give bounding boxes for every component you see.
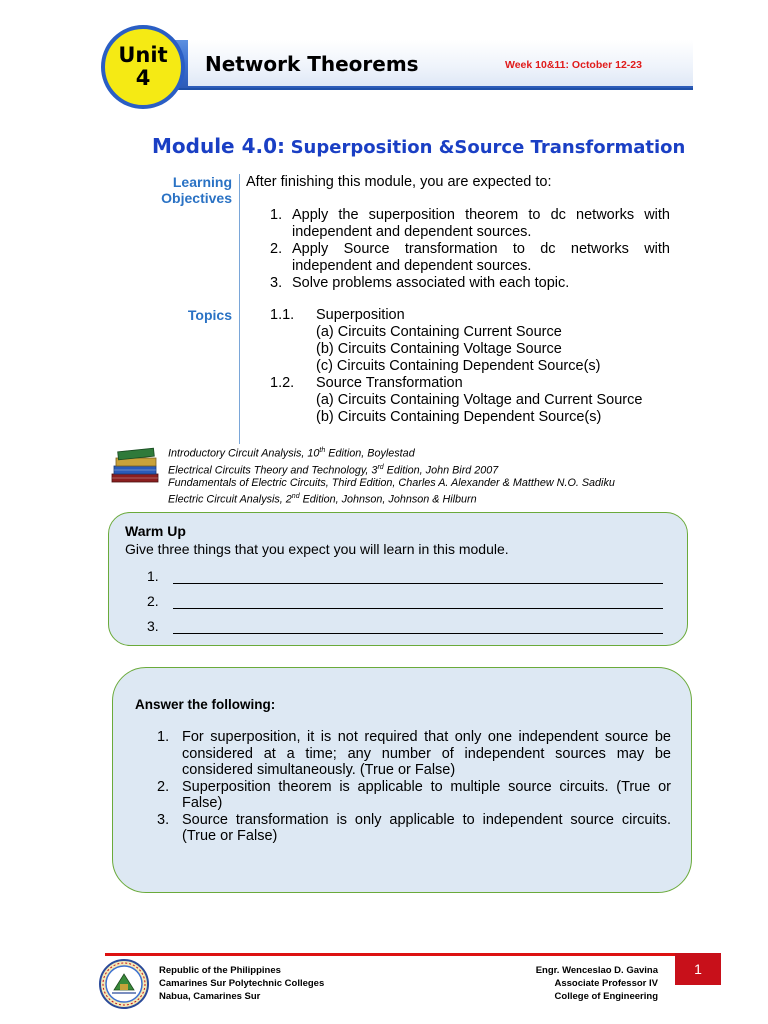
section-divider	[239, 174, 240, 444]
warmup-box	[108, 512, 688, 646]
references	[168, 444, 615, 507]
topic-title: Superposition	[316, 307, 405, 323]
college-seal-icon	[98, 958, 150, 1010]
week-label: Week 10&11: October 12-23	[505, 59, 642, 71]
answer-box	[112, 667, 692, 893]
topics-list	[270, 307, 690, 426]
footer-right: Engr. Wenceslao D. Gavina Associate Professor IV College of Engineering	[535, 965, 658, 1002]
warmup-prompt: Give three things that you expect you will learn in this module.	[125, 541, 509, 557]
unit-label: Unit	[118, 43, 168, 67]
question-item: 1. For superposition, it is not required that only one independent source be considered at a time; any number of independent sources may be considered simultaneously. (True or False)	[157, 729, 671, 778]
module-prefix: Module 4.0:	[152, 134, 286, 158]
question-item: 3. Source transformation is only applicable to independent source circuits. (True or False)	[157, 811, 671, 844]
topic-group: 1.2. Source Transformation (a) Circuits Containing Voltage and Current Source (b) Circuits Containing Dependent Source(s)	[270, 375, 643, 425]
objective-item: 2. Apply Source transformation to dc networks with independent and dependent sources.	[270, 241, 670, 274]
reference-item: Electrical Circuits Theory and Technology, 3rd Edition, John Bird 2007	[168, 463, 499, 477]
answer-line: 1.	[147, 559, 663, 584]
topic-sub: (b) Circuits Containing Dependent Source(s)	[316, 409, 602, 425]
topic-sub: (a) Circuits Containing Current Source	[316, 324, 562, 340]
unit-badge	[101, 25, 185, 109]
module-title	[152, 134, 685, 158]
topic-title: Source Transformation	[316, 375, 463, 391]
warmup-title: Warm Up	[125, 523, 186, 539]
page-number: 1	[675, 953, 721, 985]
question-item: 2. Superposition theorem is applicable to multiple source circuits. (True or False)	[157, 778, 671, 811]
reference-item: Introductory Circuit Analysis, 10th Edition, Boylestad	[168, 447, 415, 460]
answer-line: 2.	[147, 584, 663, 609]
reference-item: Electric Circuit Analysis, 2nd Edition, Johnson, Johnson & Hilburn	[168, 493, 477, 506]
answer-line: 3.	[147, 609, 663, 634]
warmup-lines	[147, 559, 663, 634]
topics-label: Topics	[187, 307, 232, 323]
module-name: Superposition &Source Transformation	[290, 137, 686, 158]
topic-sub: (c) Circuits Containing Dependent Source(s)	[316, 358, 601, 374]
answer-title: Answer the following:	[135, 697, 276, 712]
footer-left: Republic of the Philippines Camarines Sur Polytechnic Colleges Nabua, Camarines Sur	[159, 965, 325, 1002]
reference-item: Fundamentals of Electric Circuits, Third Edition, Charles A. Alexander & Matthew N.O. Sadiku	[168, 477, 615, 490]
objective-item: 1. Apply the superposition theorem to dc networks with independent and dependent sources.	[270, 207, 670, 240]
unit-title: Network Theorems	[205, 52, 419, 76]
footer-rule	[105, 953, 675, 956]
unit-number: 4	[135, 66, 151, 90]
topic-group: 1.1. Superposition (a) Circuits Containing Current Source (b) Circuits Containing Voltage Source (c) Circuits Containing Dependent Source(s)	[270, 307, 601, 374]
learning-objectives-label: Learning Objectives	[161, 174, 232, 206]
objectives-intro: After finishing this module, you are expected to:	[246, 174, 552, 190]
objectives-list	[270, 207, 670, 292]
answer-list	[157, 729, 671, 845]
objective-item: 3. Solve problems associated with each topic.	[270, 275, 570, 291]
topic-sub: (b) Circuits Containing Voltage Source	[316, 341, 562, 357]
books-icon	[108, 444, 164, 486]
topic-sub: (a) Circuits Containing Voltage and Current Source	[316, 392, 643, 408]
